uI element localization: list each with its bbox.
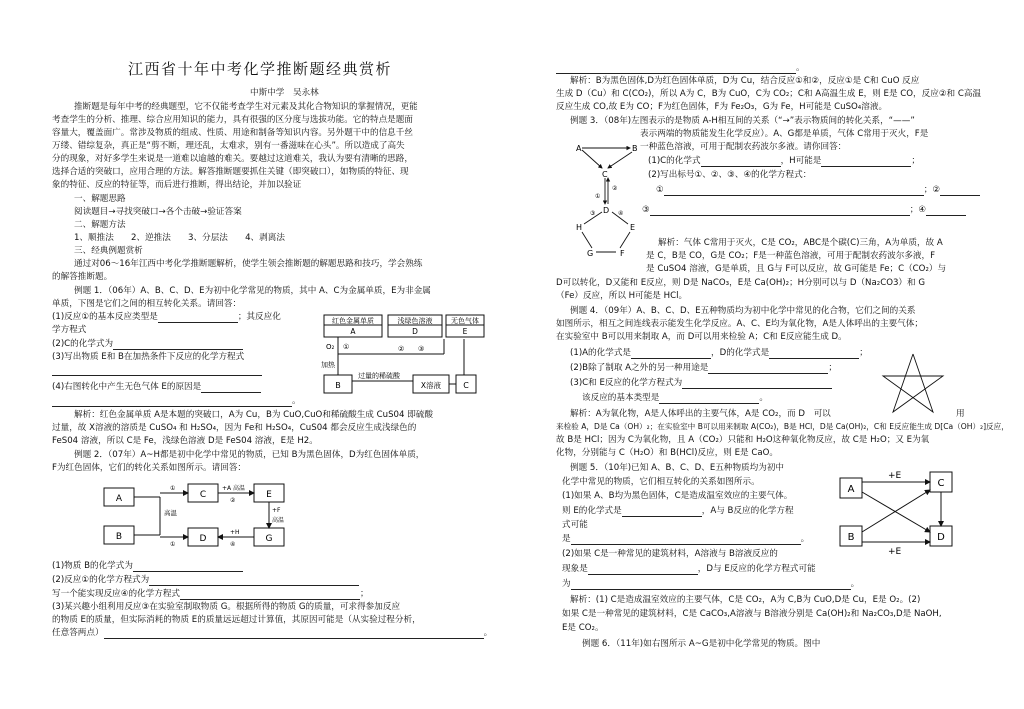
question-line: 该反应的基本类型是 。 [582,393,768,403]
intro-line: 分的现象，对好多学生来说是一道难以逾越的难关。要越过这道难关，我认为要有清晰的思路， [52,154,413,164]
fig1-step-2: ② [398,345,405,353]
methods-line: 1、顺推法 2、逆推法 3、分层法 4、剥离法 [74,233,285,243]
fig3-a: A [576,144,582,153]
example-4-text: 如图所示，相互之间连线表示能发生化学反应。A、C、E均为氧化物，A是人体呼出的主要气体； [556,319,923,329]
intro-line: 万缕、错综复杂，真正是“剪不断，理还乱，太难求，别有一番滋味在心头”。所以造成了高失 [52,141,405,151]
question-line: (1)反应①的基本反应类型是 ；其反应化 [52,312,281,322]
fig3-c: C [602,170,608,179]
fig3-g: G [587,249,594,258]
question-line: 任意答两点） 。 [52,628,493,638]
fig5-b: B [847,532,855,543]
section-text: 通过对06～16年江西中考化学推断题解析，使学生领会推断题的解题思路和技巧，学会熟练 [74,259,423,269]
question-line: 的物质 E的质量，但实际消耗的物质 E的质量远远超过计算值，其原因可能是（从实验过程分析， [52,615,421,625]
example-4-text: 例题 4．（09年）A、B、C、D、E五种物质均为初中化学中常见的化合物，它们之间的关系 [570,306,916,316]
fig5-a: A [847,484,855,495]
analysis-line: 解析：A为氧化物，A是人体呼出的主要气体，A是 CO₂，而 D 可以 [570,409,831,419]
analysis-line: 如果 C是一种常见的建筑材料，C是 CaCO₃,A溶液与 B溶液分别是 Ca(OH)₂和 Na₂CO₃,D是 NaOH, [562,609,942,619]
section-text: 阅读题目→寻找突破口→各个击破→验证答案 [74,207,242,217]
example-1-text: 单质，下图是它们之间的相互转化关系。请回答： [52,299,242,309]
example-4-star-diagram [878,350,948,420]
question-line: 是 。 [562,534,810,544]
fig1-step-3: ③ [418,345,425,353]
question-line: (3)C和 E反应的化学方程式为 [570,377,832,389]
example-1-diagram [318,311,488,403]
analysis-line: 过量，故 X溶液的溶质是 CuSO₄ 和 H₂SO₄，因为 Fe和 H₂SO₄，CuS04 都会反应生成浅绿色的 [52,423,417,433]
section-heading: 三、经典例题赏析 [74,246,143,256]
example-5-text: 例题 5．（10年)已知 A、B、C、D、E五种物质均为初中 [570,463,785,473]
question-line: (1)如果 A、B均为黑色固体，C是造成温室效应的主要气体。 [562,491,793,501]
section-heading: 一、解题思路 [74,194,126,204]
fig2-step-2: ① [170,541,176,548]
fig3-step-2: ② [612,185,618,192]
question-line: 写一个能实现反应④的化学方程式 ； [52,589,369,599]
question-line: (4)右图转化中产生无色气体 E的原因是 [52,381,261,393]
intro-line: 选择合适的突破口，应用合理的方法。解答推断题要抓住关键（即突破口），如物质的特征、现 [52,167,409,177]
analysis-line: 是 CuSO4 溶液，G是单质，且 G与 F可以反应，故 G可能是 Fe；C（CO₂）与 [646,264,947,274]
question-line: (2)B除了制取 A之外的另一种用途是 ； [570,363,838,373]
fig1-acid-label: 过量的稀硫酸 [358,372,400,380]
document-title: 江西省十年中考化学推断题经典赏析 [128,60,393,78]
fig3-h: H [576,223,583,232]
section-text: 的解答推断题。 [52,272,113,282]
fig2-high-temp: 高温 [164,509,177,517]
example-2-text: 例题 2．（07年）A~H都是初中化学中常见的物质，已知 B为黑色固体，D为红色固体单质， [74,450,425,460]
analysis-line-tail: 用 [956,409,965,419]
equation-blank: ① ；② [656,184,980,196]
question-line: (1)物质 B的化学式为 [52,560,243,572]
fig5-d: D [937,532,945,543]
question-line: (3)某兴趣小组利用反应③在实验室制取物质 G。根据所得的物质 G的质量，可求得参加反应 [52,602,401,612]
fig1-box-d-title: 浅绿色溶液 [397,317,433,325]
fig5-plus-e-top: +E [888,471,902,481]
analysis-line: D可以转化，D又能和 E反应，则 D是 NaCO₃，E是 Ca(OH)₂；H分别可以与 D（Na₂CO3）和 G [556,278,926,288]
analysis-line: 化物，分别能与 C（H₂O）和 B(HCl)反应，则 E是 CaO。 [556,448,779,458]
intro-line: 容量大，覆盖面广。常涉及物质的组成、性质、用途和制备等知识内容。另外题干中的信息千丝 [52,128,413,138]
analysis-line: 反应生成 CO,故 E为 CO；F为红色固体，F为 Fe₂O₃，G为 Fe，H可能是 CuSO₄溶液。 [556,102,888,112]
analysis-line: 来检验 A，D是 Ca（OH）₂；在实验室中 B可以用来制取 A(CO₂)，B是 HCl，D是 Ca(OH)₂，C和 E反应能生成 D[Ca（OH）₂]反应， [556,422,1009,431]
analysis-line: 生成 D（Cu）和 C(CO₂)，所以 A为 C，B为 CuO，C为 CO₂；C和 A高温生成 E，则 E是 CO，反应②和 C高温 [556,89,982,99]
example-3-text: 一种蓝色溶液，可用于配制农药波尔多液。请你回答： [640,142,847,152]
fig2-box-b: B [115,532,123,542]
question-line: (1)C的化学式 ，H可能是 ； [648,156,921,166]
example-5-text: 化学中常见的物质，它们相互转化的关系如图所示。 [562,477,760,487]
fig3-step-1: ① [595,193,601,200]
intro-line: 推断题是每年中考的经典题型，它不仅能考查学生对元素及其化合物知识的掌握情况，更能 [74,102,418,112]
fig2-box-a: A [115,494,123,504]
analysis-line: 解析：(1) C是造成温室效应的主要气体，C是 CO₂，A为 C,B为 CuO,D是 Cu，E是 O₂。(2) [570,595,921,605]
question-line: 现象是 ，D与 E反应的化学方程式可能 [562,564,816,574]
fig5-c: C [937,478,945,489]
question-line: 式可能 [562,520,588,530]
analysis-line: 解析：气体 C常用于灭火，C是 CO₂，ABC是个碳(C)三角，A为单质，故 A [658,238,943,248]
fig1-box-x: X溶液 [420,381,442,390]
fig2-cond-2b: 高温 [272,517,285,524]
fig2-step-4: ④ [230,541,236,548]
fig3-f: F [620,249,625,258]
question-line: 则 E的化学式是 ，A与 B反应的化学方程 [562,506,794,516]
intro-line: 考查学生的分析、推理、综合应用知识的能力，具有很强的区分度与选拔功能。它的特点是题面 [52,115,413,125]
intro-line: 象的特征、反应的特征等，而后进行推断，得出结论，并加以验证 [52,180,302,190]
fig3-b: B [632,144,638,153]
example-3-text: 例题 3．（08年)左图表示的是物质 A-H相互间的关系（“→”表示物质间的转化关系，“——” [570,116,915,126]
answer-blank [52,364,262,376]
fig5-plus-e-bottom: +E [888,547,902,557]
fig1-box-a-title: 红色金属单质 [332,317,374,325]
fig2-step-1: ① [170,485,176,492]
example-1-text: 例题 1．（06年）A、B、C、D、E为初中化学常见的物质，其中 A、C为金属单质，E为非金属 [74,286,431,296]
fig2-cond-3: +H [230,529,240,536]
fig1-heat-label: 加热 [321,361,335,369]
section-heading: 二、解题方法 [74,220,126,230]
answer-blank: 。 [556,62,805,74]
fig1-step-1: ① [343,343,350,351]
fig2-box-c: C [199,490,207,500]
question-line: 为 。 [562,579,860,589]
question-line: (2)如果 C是一种常见的建筑材料，A溶液与 B溶液反应的 [562,549,778,559]
analysis-line: （Fe）反应，所以 H可能是 HCl。 [556,291,688,301]
author-line: 中斯中学 吴永林 [250,88,319,98]
question-line: (1)A的化学式是 ，D的化学式是 ； [570,348,868,358]
equation-blank: ③ ；④ [642,204,966,216]
analysis-line: E是 CO₂。 [562,623,604,633]
fig2-box-d: D [199,534,207,544]
fig2-box-g: G [265,534,273,544]
fig3-step-3: ③ [590,210,596,217]
fig3-step-4: ④ [618,210,624,217]
example-4-text: 在实验室中 B可以用来制取 A，而 D可以用来检验 A；C和 E反应能生成 D。 [556,332,847,342]
fig3-d: D [603,206,610,215]
fig1-box-e-label: E [462,327,468,336]
question-line: 学方程式 [52,325,87,335]
fig2-cond-2: +F [272,507,281,514]
analysis-line: 是 C，B是 CO，G是 CO₂；F是一种蓝色溶液，可用于配制农药波尔多液，F [646,251,936,261]
example-3-diagram [572,138,642,258]
analysis-line: FeS04 溶液，所以 C是 Fe，浅绿色溶液 D是 FeS04 溶液，E是 H2。 [52,436,318,446]
question-line: (3)写出物质 E和 B在加热条件下反应的化学方程式 [52,352,245,362]
question-line: (2)C的化学式为 [52,338,243,350]
fig1-o2-label: O₂ [326,343,335,351]
example-3-text: 表示两端的物质能发生化学反应）。A、G都是单质，气体 C常用于灭火，F是 [640,129,929,139]
fig2-cond-1: +A 高温 [222,485,246,492]
analysis-line: 解析：红色金属单质 A是本题的突破口，A为 Cu，B为 CuO,CuO和稀硫酸生成 CuS04 即硫酸 [74,410,433,420]
fig2-step-3: ② [230,497,236,504]
answer-blank: 。 [52,395,301,407]
analysis-line: 故 B是 HCl；因为 C为氧化物，且 A（CO₂）只能和 H₂O这种氧化物反应，故 C是 H₂O；又 E为氧 [556,435,930,445]
fig3-e: E [630,223,636,232]
fig1-box-a-label: A [350,327,356,336]
question-line: (2)反应①的化学方程式为 [52,574,359,586]
fig1-box-e-title: 无色气体 [451,317,479,325]
example-2-text: F为红色固体，它们的转化关系如图所示。请回答： [52,463,247,473]
example-2-diagram [100,480,290,550]
fig2-box-e: E [266,490,272,500]
fig1-box-d-label: D [412,327,418,336]
question-line: (2)写出标号①、②、③、④的化学方程式： [648,170,812,180]
example-6-text: 例题 6．（11年)如右图所示 A~G是初中化学常见的物质。图中 [582,639,821,649]
fig1-box-b: B [335,381,341,390]
fig1-box-c: C [463,381,469,390]
example-5-diagram [836,468,970,556]
analysis-line: 解析：B为黑色固体,D为红色固体单质，D为 Cu，结合反应①和②，反应①是 C和 CuO 反应 [570,76,920,86]
